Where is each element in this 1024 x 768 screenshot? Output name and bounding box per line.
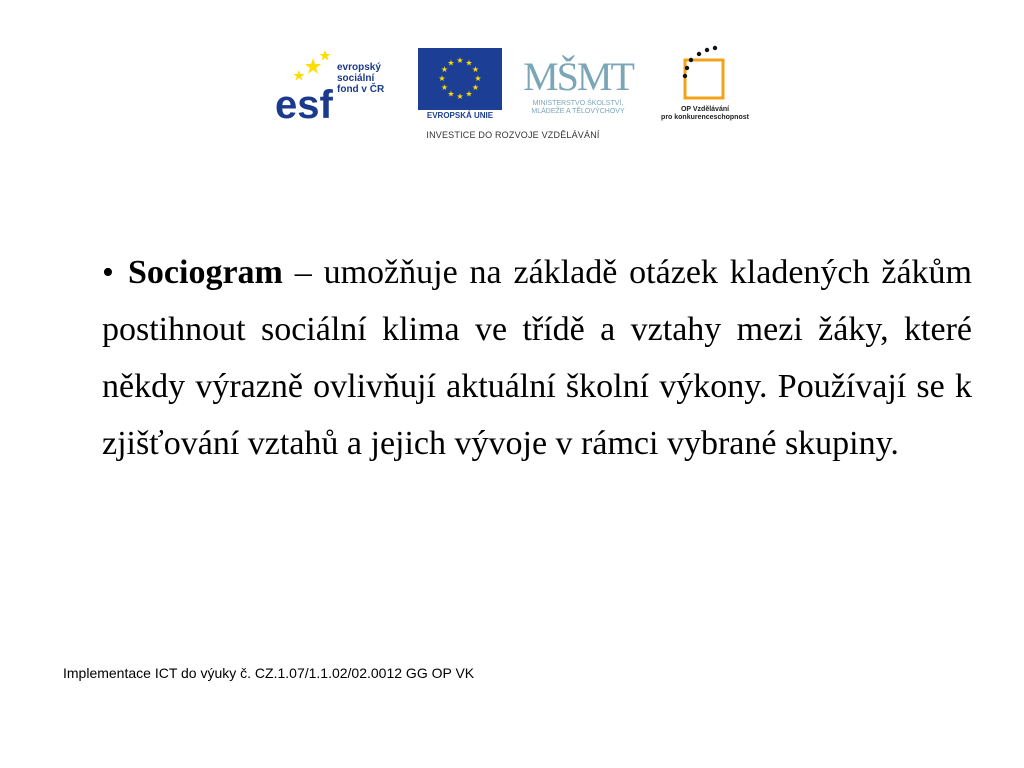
logo-bar <box>270 40 760 150</box>
slide-body <box>102 244 972 472</box>
definition-text: – umožňuje na základě otázek kladených žákům postihnout sociální klima ve třídě a vztahy mezi žáky, které někdy výrazně ovlivňují aktuální školní výkony. Používají se k zjišťování vztahů a jejich vývoje v rámci vybrané skupiny. <box>102 254 972 462</box>
msmt-line2: MLÁDEŽE A TĚLOVÝCHOVY <box>531 108 625 115</box>
footer-text: Implementace ICT do výuky č. CZ.1.07/1.1.02/02.0012 GG OP VK <box>63 665 475 681</box>
svg-text:★: ★ <box>471 83 480 92</box>
svg-text:★: ★ <box>456 56 464 65</box>
op-mark-icon <box>655 44 755 104</box>
svg-text:★: ★ <box>440 65 449 74</box>
op-line1: OP Vzdělávání <box>680 106 730 113</box>
svg-text:★: ★ <box>456 92 464 101</box>
svg-text:★: ★ <box>471 65 480 74</box>
svg-text:★: ★ <box>465 89 473 99</box>
msmt-mark-icon <box>508 46 648 98</box>
esf-text <box>337 62 384 95</box>
svg-text:★: ★ <box>447 58 455 68</box>
msmt-line1: MINISTERSTVO ŠKOLSTVÍ, <box>532 100 624 107</box>
investice-tagline: INVESTICE DO ROZVOJE VZDĚLÁVÁNÍ <box>426 130 600 140</box>
svg-text:★: ★ <box>447 89 455 99</box>
svg-text:★: ★ <box>438 74 446 83</box>
esf-text-line2: sociální <box>337 73 375 84</box>
esf-logo <box>275 48 415 126</box>
svg-text:★: ★ <box>465 58 473 68</box>
op-logo <box>655 44 755 128</box>
eu-caption: EVROPSKÁ UNIE <box>426 111 494 120</box>
msmt-text <box>508 100 648 116</box>
eu-flag-icon <box>418 48 502 110</box>
svg-text:★: ★ <box>474 74 482 83</box>
esf-text-line3: fond v ČR <box>337 84 385 95</box>
svg-text:★: ★ <box>440 83 449 92</box>
esf-text-line1: evropský <box>337 62 381 73</box>
esf-mark-icon <box>275 48 335 126</box>
svg-text:esf: esf <box>275 83 333 126</box>
bullet-icon: • <box>102 254 114 291</box>
msmt-logo <box>508 46 648 130</box>
eu-logo <box>418 48 502 126</box>
term-sociogram: Sociogram <box>128 254 283 291</box>
op-text <box>655 106 755 122</box>
svg-text:MŠMT: MŠMT <box>523 54 633 98</box>
op-line2: pro konkurenceschopnost <box>661 114 749 121</box>
